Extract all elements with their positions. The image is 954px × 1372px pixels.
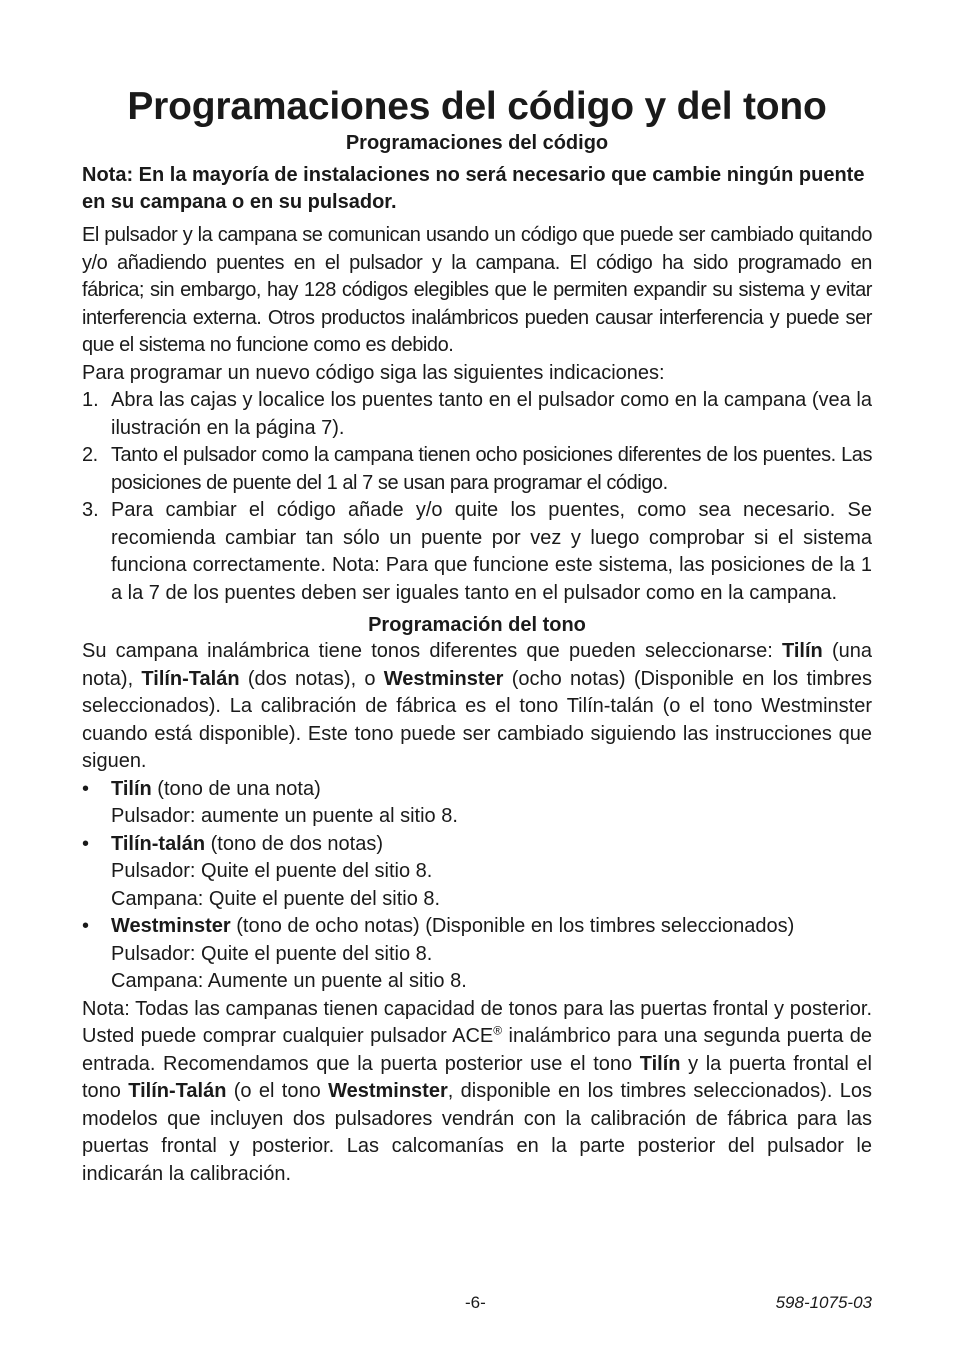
intro-text: (dos notas), o [239, 667, 384, 690]
tone-name: Tilín-Talán [128, 1080, 227, 1102]
tone-name: Westminster [328, 1080, 448, 1102]
step-number: 2. [82, 444, 98, 466]
registered-mark: ® [493, 1023, 503, 1038]
note-text: inalámbrico para una segunda puerta de entrada. Recomendamos que la puerta posterior use el tono [82, 1025, 872, 1075]
section-heading-code: Programaciones del código [345, 132, 609, 154]
final-note [82, 996, 872, 1189]
instruction-line: Campana: Quite el puente del sitio 8. [111, 887, 441, 910]
tone-name: Westminster [383, 667, 504, 690]
tone-name: Tilín-Talán [141, 667, 240, 690]
intro-text: (una nota), [82, 640, 872, 690]
step-text: Abra las cajas y localice los puentes tanto en el pulsador como en la campana (vea la ilustración en la página 7). [111, 389, 872, 439]
instruction-line: Pulsador: aumente un puente al sitio 8. [111, 805, 458, 827]
step-number: 1. [82, 389, 99, 411]
tone-name: Tilín-talán [111, 832, 206, 855]
list-item [82, 497, 872, 607]
code-steps-list [82, 387, 872, 607]
bullet: • [82, 915, 90, 937]
note-text: y la puerta frontal el tono [82, 1052, 873, 1102]
intro-text: Su campana inalámbrica tiene tonos diferentes que pueden seleccionarse: [82, 640, 782, 662]
instruction-line: Pulsador: Quite el puente del sitio 8. [111, 942, 433, 965]
instruction-line: Pulsador: Quite el puente del sitio 8. [111, 860, 433, 882]
step-number: 3. [82, 499, 99, 521]
tone-name: Westminster [111, 915, 231, 937]
instruction-line: Campana: Aumente un puente al sitio 8. [111, 970, 467, 992]
list-item [82, 913, 872, 996]
installation-note: Nota: En la mayoría de instalaciones no será necesario que cambie ningún puente en su campana o en su pulsador. [82, 164, 865, 213]
document-page [82, 84, 872, 1188]
list-item [82, 387, 872, 442]
page-title: Programaciones del código y del tono [127, 85, 827, 128]
note-text: , disponible en los timbres seleccionados). Los modelos que incluyen dos pulsadores vendrán con la calibración de fábrica para las puertas frontal y posterior. Las calcomanías en la parte posterior del pulsador le indicarán la calibración. [82, 1080, 872, 1185]
note-text: (o el tono [226, 1080, 329, 1102]
note-text: Nota: Todas las campanas tienen capacidad de tonos para las puertas frontal y posterior. Usted puede comprar cualquier pulsador ACE [82, 997, 872, 1047]
tone-name: Tilín [639, 1052, 681, 1075]
intro-text: (ocho notas) (Disponible en los timbres seleccionados). La calibración de fábrica es el tono Tilín-talán (o el tono Westminster cuando está disponible). Este tono puede ser cambiado siguiendo las instrucciones que siguen. [82, 667, 873, 772]
page-number: -6- [465, 1293, 486, 1312]
tone-options-list [82, 776, 872, 996]
list-item [82, 776, 872, 831]
tone-description: (tono de dos notas) [205, 832, 383, 855]
steps-intro: Para programar un nuevo código siga las siguientes indicaciones: [82, 361, 665, 384]
tone-description: (tono de una nota) [151, 777, 321, 800]
document-code: 598-1075-03 [775, 1293, 872, 1312]
tone-name: Tilín [111, 777, 152, 800]
tone-description: (tono de ocho notas) (Disponible en los timbres seleccionados) [230, 915, 795, 937]
tone-intro [82, 638, 872, 776]
step-text: Tanto el pulsador como la campana tienen ocho posiciones diferentes de los puentes. Las posiciones de puente del 1 al 7 se usan para programar el código. [111, 444, 872, 494]
bullet: • [82, 832, 90, 855]
list-item [82, 442, 872, 497]
tone-name: Tilín [782, 640, 823, 662]
step-text: Para cambiar el código añade y/o quite los puentes, como sea necesario. Se recomienda cambiar tan sólo un puente por vez y luego comprobar si el sistema funciona correctamente. Nota: Para que funcione este sistema, las posiciones de la 1 a la 7 de los puentes deben ser iguales tanto en el pulsador como en la campana. [111, 499, 872, 604]
section-heading-tone: Programación del tono [368, 614, 586, 636]
bullet: • [82, 777, 90, 800]
list-item [82, 831, 872, 914]
code-description: El pulsador y la campana se comunican usando un código que puede ser cambiado quitando y/o añadiendo puentes en el pulsador y la campana. El código ha sido programado en fábrica; sin embargo, hay 128 códigos elegibles que le permiten expandir su sistema y evitar interferencia externa. Otros productos inalámbricos pueden causar interferencia y puede ser que el sistema no funcione como es debido. [82, 224, 872, 356]
